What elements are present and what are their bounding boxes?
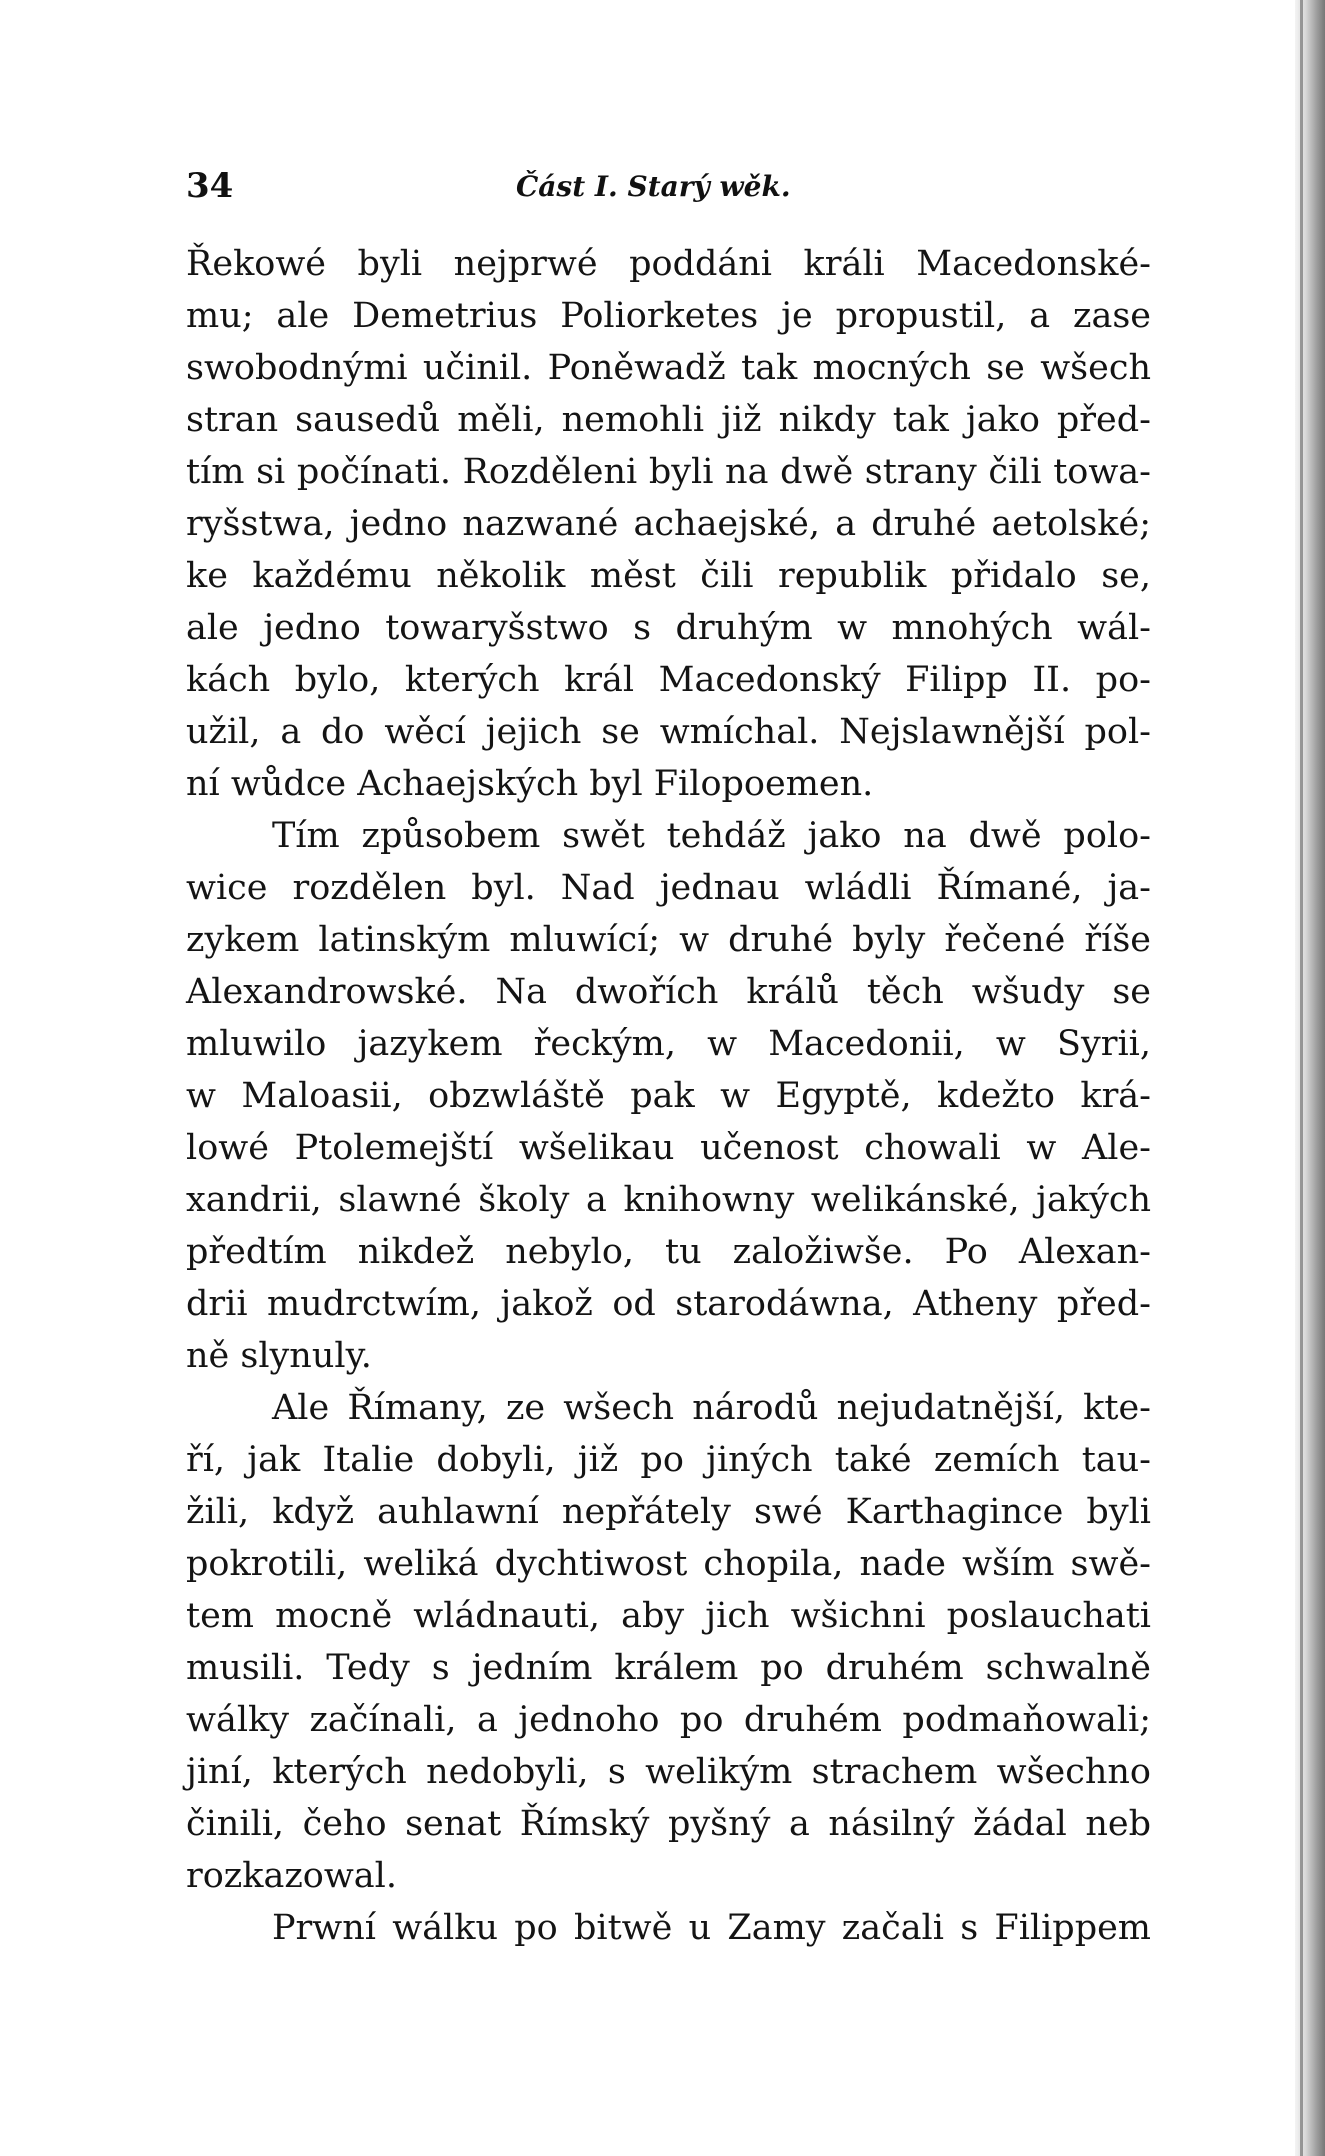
text-line: stran sausedů měli, nemohli již nikdy tak jako před- xyxy=(186,400,1151,440)
text-body xyxy=(186,238,1151,1954)
running-head xyxy=(186,166,1146,216)
text-line: ryšstwa, jedno nazwané achaejské, a druhé aetolské; xyxy=(186,504,1151,544)
text-line: pokrotili, weliká dychtiwost chopila, nade wším swě- xyxy=(186,1544,1151,1584)
page-number: 34 xyxy=(186,166,234,206)
text-line: xandrii, slawné školy a knihowny welikánské, jakých xyxy=(186,1180,1151,1220)
text-line: ale jedno towaryšstwo s druhým w mnohých wál- xyxy=(186,608,1151,648)
text-line: musili. Tedy s jedním králem po druhém schwalně xyxy=(186,1648,1151,1688)
text-line: kách bylo, kterých král Macedonský Filipp II. po- xyxy=(186,660,1151,700)
text-line: drii mudrctwím, jakož od starodáwna, Atheny před- xyxy=(186,1284,1151,1324)
page-edge-line xyxy=(1300,0,1303,2156)
running-title: Část I. Starý wěk. xyxy=(516,170,791,203)
text-line: Prwní wálku po bitwě u Zamy začali s Filippem xyxy=(272,1908,1151,1948)
text-line: w Maloasii, obzwláště pak w Egyptě, kdežto krá- xyxy=(186,1076,1151,1116)
text-line: Alexandrowské. Na dwořích králů těch wšudy se xyxy=(186,972,1151,1012)
text-line: wálky začínali, a jednoho po druhém podmaňowali; xyxy=(186,1700,1151,1740)
text-line: rozkazowal. xyxy=(186,1856,397,1896)
text-line: tem mocně wládnauti, aby jich wšichni poslauchati xyxy=(186,1596,1151,1636)
text-line: swobodnými učinil. Poněwadž tak mocných se wšech xyxy=(186,348,1151,388)
text-line: lowé Ptolemejští wšelikau učenost chowali w Ale- xyxy=(186,1128,1151,1168)
text-line: ní wůdce Achaejských byl Filopoemen. xyxy=(186,764,874,804)
text-line: žili, když auhlawní nepřátely swé Karthagince byli xyxy=(186,1492,1151,1532)
text-line: jiní, kterých nedobyli, s welikým strachem wšechno xyxy=(186,1752,1151,1792)
text-line: užil, a do wěcí jejich se wmíchal. Nejslawnější pol- xyxy=(186,712,1151,752)
text-line: mluwilo jazykem řeckým, w Macedonii, w Syrii, xyxy=(186,1024,1151,1064)
text-line: Ale Římany, ze wšech národů nejudatnější, kte- xyxy=(272,1388,1151,1428)
text-line: zykem latinským mluwící; w druhé byly řečené říše xyxy=(186,920,1151,960)
text-line: předtím nikdež nebylo, tu založiwše. Po Alexan- xyxy=(186,1232,1151,1272)
text-line: wice rozdělen byl. Nad jednau wládli Římané, ja- xyxy=(186,868,1151,908)
text-line: činili, čeho senat Římský pyšný a násilný žádal neb xyxy=(186,1804,1151,1844)
text-line: mu; ale Demetrius Poliorketes je propustil, a zase xyxy=(186,296,1151,336)
text-line: ří, jak Italie dobyli, již po jiných také zemích tau- xyxy=(186,1440,1151,1480)
text-line: Tím způsobem swět tehdáž jako na dwě polo- xyxy=(272,816,1151,856)
text-line: tím si počínati. Rozděleni byli na dwě strany čili towa- xyxy=(186,452,1151,492)
text-line: ke každému několik měst čili republik přidalo se, xyxy=(186,556,1151,596)
text-line: ně slynuly. xyxy=(186,1336,372,1376)
text-line: Řekowé byli nejprwé poddáni králi Macedonské- xyxy=(186,244,1151,284)
